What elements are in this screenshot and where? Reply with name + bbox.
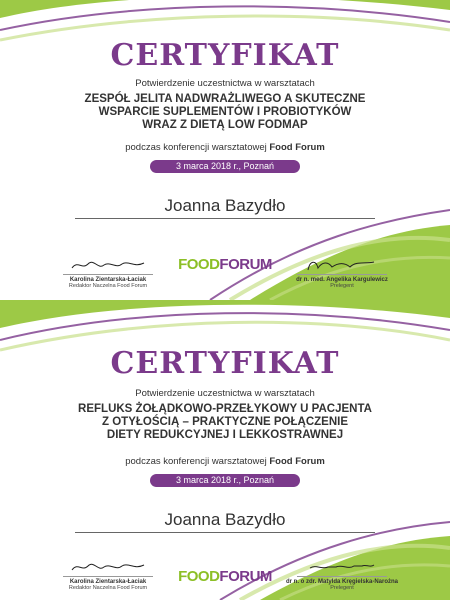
date-place-badge: 3 marca 2018 r., Poznań: [150, 160, 300, 173]
participation-subtitle: Potwierdzenie uczestnictwa w warsztatach: [135, 78, 315, 89]
participation-subtitle: Potwierdzenie uczestnictwa w warsztatach: [135, 388, 315, 399]
signatory-name: dr n. med. Angelika Kargulewicz: [296, 277, 388, 283]
participant-name: Joanna Bazydło: [164, 196, 286, 215]
workshop-title: REFLUKS ŻOŁĄDKOWO-PRZEŁYKOWY U PACJENTA Z OTYŁOŚCIĄ – PRAKTYCZNE POŁĄCZENIE DIETY REDUKCYJNEJ I LEKKOSTRAWNEJ: [78, 403, 372, 441]
date-place-badge: 3 marca 2018 r., Poznań: [150, 474, 300, 487]
workshop-title: ZESPÓŁ JELITA NADWRAŻLIWEGO A SKUTECZNE WSPARCIE SUPLEMENTÓW I PROBIOTYKÓW WRAZ Z DIETĄ LOW FODMAP: [84, 93, 366, 131]
conference-line: [0, 456, 450, 467]
certificate-title: CERTYFIKAT: [110, 38, 340, 73]
logo-forum-text: FORUM: [219, 568, 272, 585]
signatory-role: Redaktor Naczelna Food Forum: [68, 585, 148, 591]
certificate-title: CERTYFIKAT: [110, 346, 340, 381]
certificate-2: [0, 300, 450, 600]
signature-line: [297, 274, 387, 275]
signature-line: [297, 576, 387, 577]
signatory-name: dr n. o zdr. Matylda Kręgielska-Narożna: [285, 579, 399, 585]
handwritten-signature: [68, 258, 148, 272]
conference-line: [0, 142, 450, 153]
signature-line: [63, 274, 153, 275]
name-underline: [75, 218, 375, 219]
food-forum-logo: [168, 256, 282, 273]
signatory-role: Prelegent: [330, 283, 354, 289]
conference-prefix: podczas konferencji warsztatowej: [125, 456, 267, 467]
conference-name: Food Forum: [269, 142, 325, 153]
signature-line: [63, 576, 153, 577]
conference-prefix: podczas konferencji warsztatowej: [125, 142, 267, 153]
signatory-name: Karolina Zientarska-Łaciak: [69, 579, 147, 585]
signatory-role: Prelegent: [330, 585, 354, 591]
logo-food-text: FOOD: [178, 256, 220, 273]
handwritten-signature: [302, 560, 382, 574]
right-signature-block: [282, 560, 402, 591]
left-signature-block: [48, 258, 168, 289]
logo-food-text: FOOD: [178, 568, 220, 585]
right-signature-block: [282, 258, 402, 289]
left-signature-block: [48, 560, 168, 591]
signatory-role: Redaktor Naczelna Food Forum: [68, 283, 148, 289]
handwritten-signature: [302, 258, 382, 272]
conference-name: Food Forum: [269, 456, 325, 467]
participant-name: Joanna Bazydło: [164, 510, 286, 529]
name-underline: [75, 532, 375, 533]
food-forum-logo: [168, 568, 282, 585]
handwritten-signature: [68, 560, 148, 574]
logo-forum-text: FORUM: [219, 256, 272, 273]
signatory-name: Karolina Zientarska-Łaciak: [69, 277, 147, 283]
